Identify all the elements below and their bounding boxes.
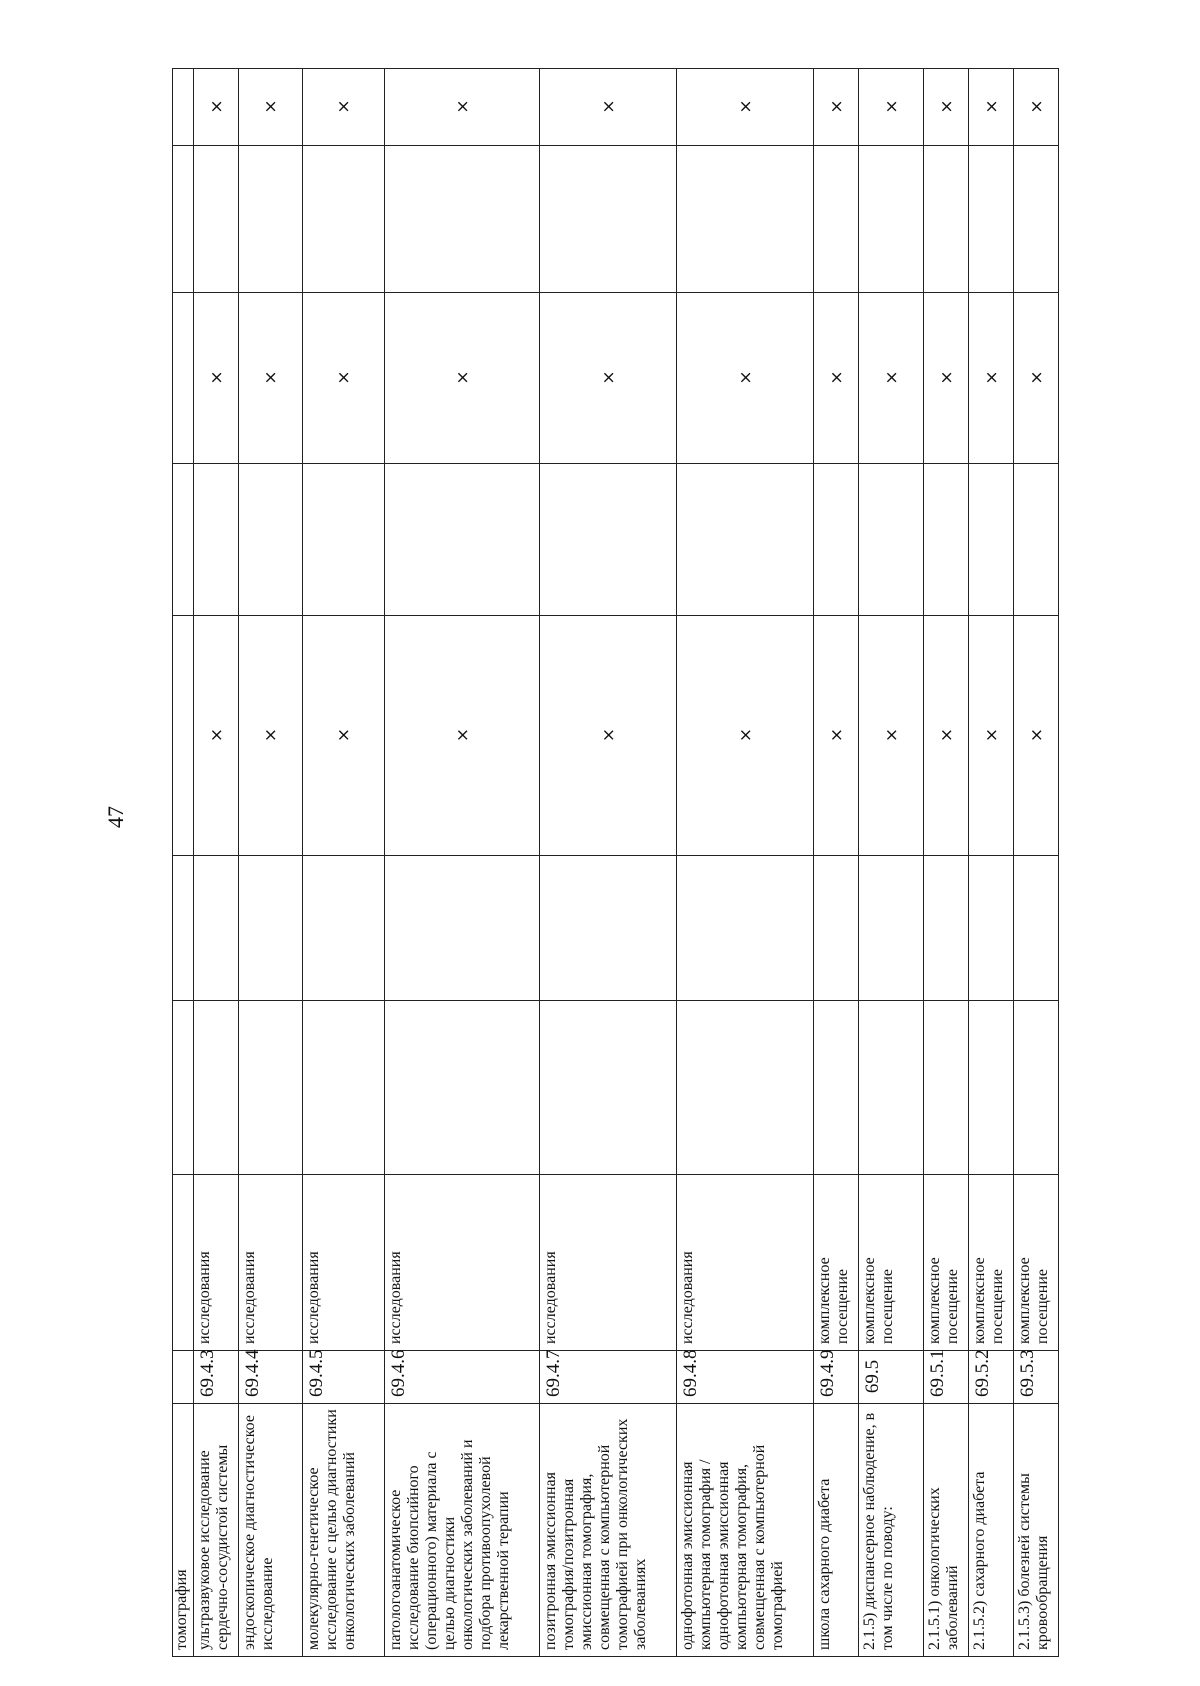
not-applicable-mark: × [924, 293, 969, 464]
empty-cell [677, 856, 814, 1001]
empty-cell [303, 464, 385, 616]
row-name: однофотонная эмиссионная компьютерная томография / однофотонная эмиссионная компьютерная томография, совмещенная с компьютерной томографией [677, 1404, 814, 1657]
not-applicable-mark: × [969, 293, 1014, 464]
row-name: школа сахарного диабета [814, 1404, 859, 1657]
not-applicable-mark: × [677, 293, 814, 464]
not-applicable-mark: × [303, 293, 385, 464]
empty-cell [540, 464, 677, 616]
row-unit: исследования [540, 1175, 677, 1351]
not-applicable-mark: × [385, 616, 540, 856]
table-row [859, 69, 924, 1657]
row-code: 69.4.3 [194, 1351, 239, 1404]
empty-cell [385, 1001, 540, 1175]
table-row [540, 69, 677, 1657]
row-unit: комплексное посещение [924, 1175, 969, 1351]
not-applicable-mark: × [677, 69, 814, 146]
row-name: 2.1.5) диспансерное наблюдение, в том числе по поводу: [859, 1404, 924, 1657]
row-code: 69.4.8 [677, 1351, 814, 1404]
row-name: томография [173, 1404, 194, 1657]
row-unit: исследования [303, 1175, 385, 1351]
table-row [924, 69, 969, 1657]
page-number: 47 [103, 806, 128, 828]
not-applicable-mark: × [969, 69, 1014, 146]
empty-cell [540, 1001, 677, 1175]
empty-cell [173, 1001, 194, 1175]
not-applicable-mark: × [1014, 69, 1059, 146]
empty-cell [385, 856, 540, 1001]
row-unit: исследования [677, 1175, 814, 1351]
empty-cell [239, 146, 303, 293]
row-unit: комплексное посещение [859, 1175, 924, 1351]
table-row [239, 69, 303, 1657]
empty-cell [814, 856, 859, 1001]
empty-cell [540, 856, 677, 1001]
table-row [173, 69, 194, 1657]
empty-cell [969, 856, 1014, 1001]
empty-cell [173, 1351, 194, 1404]
table-row [194, 69, 239, 1657]
not-applicable-mark: × [239, 293, 303, 464]
not-applicable-mark: × [540, 69, 677, 146]
empty-cell [385, 464, 540, 616]
not-applicable-mark: × [239, 616, 303, 856]
row-code: 69.5 [859, 1351, 924, 1404]
row-unit: исследования [239, 1175, 303, 1351]
row-name: 2.1.5.2) сахарного диабета [969, 1404, 1014, 1657]
not-applicable-mark: × [385, 69, 540, 146]
empty-cell [303, 146, 385, 293]
empty-cell [924, 856, 969, 1001]
row-name: 2.1.5.3) болезней системы кровообращения [1014, 1404, 1059, 1657]
empty-cell [1014, 1001, 1059, 1175]
empty-cell [173, 856, 194, 1001]
row-code: 69.4.7 [540, 1351, 677, 1404]
empty-cell [859, 1001, 924, 1175]
not-applicable-mark: × [924, 616, 969, 856]
row-code: 69.4.5 [303, 1351, 385, 1404]
row-unit: комплексное посещение [814, 1175, 859, 1351]
empty-cell [173, 293, 194, 464]
empty-cell [303, 1001, 385, 1175]
row-name: позитронная эмиссионная томография/позитронная эмиссионная томография, совмещенная с компьютерной томографией при онкологических заболеваниях [540, 1404, 677, 1657]
table-row [303, 69, 385, 1657]
table-row [814, 69, 859, 1657]
row-code: 69.4.4 [239, 1351, 303, 1404]
rotated-table-container [172, 69, 1132, 1657]
row-unit: комплексное посещение [969, 1175, 1014, 1351]
not-applicable-mark: × [1014, 616, 1059, 856]
not-applicable-mark: × [924, 69, 969, 146]
row-code: 69.4.6 [385, 1351, 540, 1404]
table-row [1014, 69, 1059, 1657]
empty-cell [385, 146, 540, 293]
empty-cell [173, 1175, 194, 1351]
row-code: 69.5.1 [924, 1351, 969, 1404]
empty-cell [194, 464, 239, 616]
row-code: 69.5.2 [969, 1351, 1014, 1404]
not-applicable-mark: × [969, 616, 1014, 856]
empty-cell [173, 616, 194, 856]
empty-cell [173, 69, 194, 146]
empty-cell [1014, 146, 1059, 293]
empty-cell [677, 146, 814, 293]
not-applicable-mark: × [859, 293, 924, 464]
row-unit: комплексное посещение [1014, 1175, 1059, 1351]
empty-cell [540, 146, 677, 293]
row-name: патологоанатомическое исследование биопсийного (операционного) материала с целью диагностики онкологических заболеваний и подбора противоопухолевой лекарственной терапии [385, 1404, 540, 1657]
empty-cell [924, 464, 969, 616]
empty-cell [173, 464, 194, 616]
not-applicable-mark: × [239, 69, 303, 146]
row-name: 2.1.5.1) онкологических заболеваний [924, 1404, 969, 1657]
empty-cell [239, 856, 303, 1001]
empty-cell [239, 464, 303, 616]
empty-cell [194, 146, 239, 293]
not-applicable-mark: × [814, 293, 859, 464]
empty-cell [859, 146, 924, 293]
empty-cell [194, 856, 239, 1001]
not-applicable-mark: × [194, 616, 239, 856]
empty-cell [677, 1001, 814, 1175]
empty-cell [969, 1001, 1014, 1175]
empty-cell [239, 1001, 303, 1175]
table-row [969, 69, 1014, 1657]
not-applicable-mark: × [385, 293, 540, 464]
not-applicable-mark: × [194, 293, 239, 464]
not-applicable-mark: × [859, 69, 924, 146]
not-applicable-mark: × [859, 616, 924, 856]
empty-cell [969, 146, 1014, 293]
empty-cell [194, 1001, 239, 1175]
row-code: 69.5.3 [1014, 1351, 1059, 1404]
empty-cell [814, 146, 859, 293]
empty-cell [859, 856, 924, 1001]
row-name: молекулярно-генетическое исследование с целью диагностики онкологических заболеваний [303, 1404, 385, 1657]
empty-cell [814, 464, 859, 616]
row-name: ультразвуковое исследование сердечно-сосудистой системы [194, 1404, 239, 1657]
empty-cell [677, 464, 814, 616]
not-applicable-mark: × [194, 69, 239, 146]
row-name: эндоскопическое диагностическое исследование [239, 1404, 303, 1657]
empty-cell [303, 856, 385, 1001]
empty-cell [1014, 464, 1059, 616]
not-applicable-mark: × [303, 616, 385, 856]
row-code: 69.4.9 [814, 1351, 859, 1404]
empty-cell [859, 464, 924, 616]
data-table [172, 68, 1059, 1657]
not-applicable-mark: × [1014, 293, 1059, 464]
not-applicable-mark: × [303, 69, 385, 146]
not-applicable-mark: × [814, 69, 859, 146]
not-applicable-mark: × [540, 616, 677, 856]
empty-cell [173, 146, 194, 293]
table-row [677, 69, 814, 1657]
not-applicable-mark: × [540, 293, 677, 464]
empty-cell [969, 464, 1014, 616]
table-row [385, 69, 540, 1657]
row-unit: исследования [385, 1175, 540, 1351]
empty-cell [1014, 856, 1059, 1001]
empty-cell [924, 146, 969, 293]
row-unit: исследования [194, 1175, 239, 1351]
not-applicable-mark: × [677, 616, 814, 856]
not-applicable-mark: × [814, 616, 859, 856]
empty-cell [814, 1001, 859, 1175]
empty-cell [924, 1001, 969, 1175]
